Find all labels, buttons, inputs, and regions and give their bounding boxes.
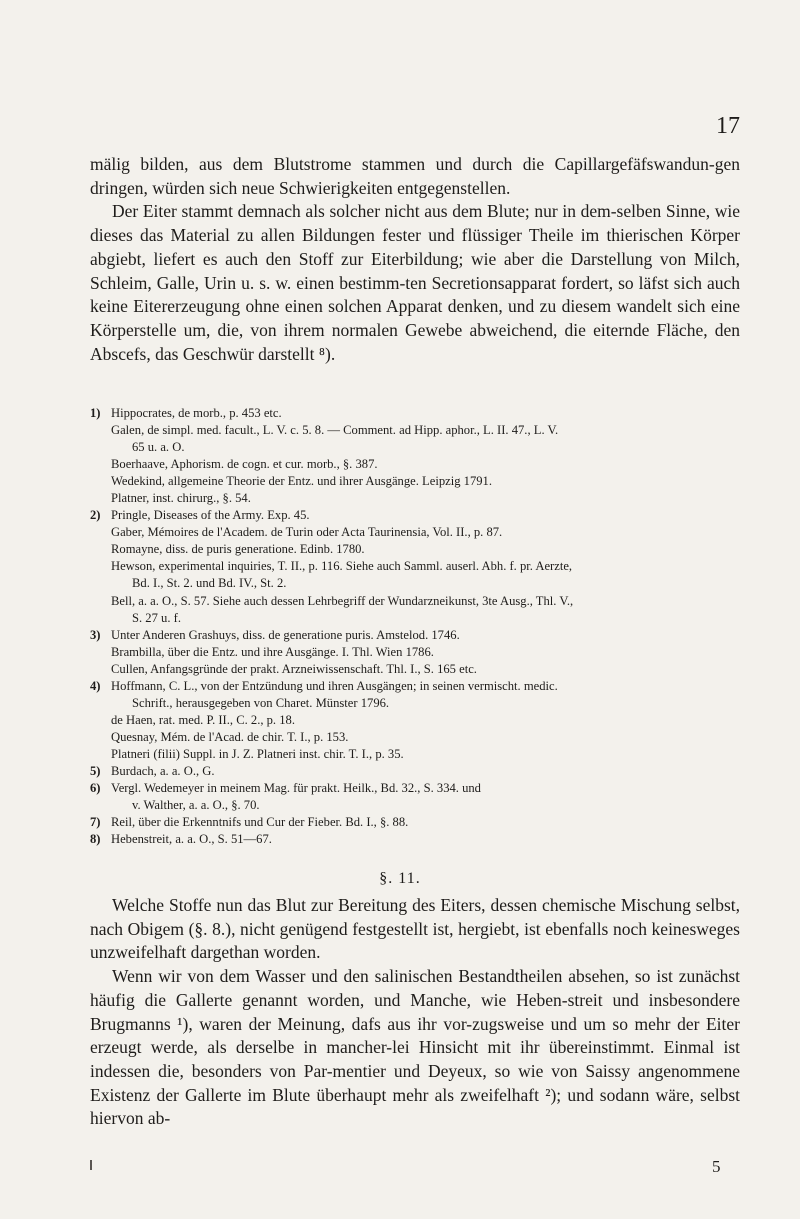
footnote-line: Vergl. Wedemeyer in meinem Mag. für prakt. Heilk., Bd. 32., S. 334. und	[111, 781, 481, 796]
footnote-number: 7)	[90, 815, 101, 830]
footnote-line: Quesnay, Mém. de l'Acad. de chir. T. I., p. 153.	[111, 729, 349, 744]
body-text-top	[90, 153, 740, 366]
footnote	[90, 814, 740, 831]
signature-mark: 5	[712, 1157, 721, 1176]
footnote-line: Hippocrates, de morb., p. 453 etc.	[111, 406, 282, 420]
paragraph: mälig bilden, aus dem Blutstrome stammen und durch die Capillargefäfswandun-gen dringen, würden sich neue Schwierigkeiten entgegenstellen.	[90, 154, 740, 198]
footnote	[90, 405, 740, 507]
footnote	[90, 780, 740, 814]
footnote-line: Bd. I., St. 2. und Bd. IV., St. 2.	[132, 576, 287, 591]
footnote-line: Galen, de simpl. med. facult., L. V. c. 5. 8. — Comment. ad Hipp. aphor., L. II. 47., L. V.	[111, 423, 559, 438]
footnote	[90, 678, 740, 763]
footnote	[90, 627, 740, 678]
footnote-line: v. Walther, a. a. O., §. 70.	[132, 798, 260, 813]
section-heading: §. 11.	[379, 870, 421, 887]
margin-mark	[90, 1160, 92, 1170]
footnote-line: Wedekind, allgemeine Theorie der Entz. und ihrer Ausgänge. Leipzig 1791.	[111, 474, 492, 489]
footnote-line: 65 u. a. O.	[132, 440, 185, 455]
footnote-line: Hewson, experimental inquiries, T. II., p. 116. Siehe auch Samml. auserl. Abh. f. pr. Aerzte,	[111, 559, 573, 574]
footnote-number: 2)	[90, 508, 101, 523]
paragraph: Wenn wir von dem Wasser und den salinischen Bestandtheilen absehen, so ist zunächst häufig die Gallerte genannt worden, und Manche, wie Heben-streit und insbesondere Brugmanns ¹), waren der Meinung, dafs aus ihr vor-zugsweise und um so mehr der Eiter erzeugt werde, als derselbe in mancher-lei Hinsicht mit ihr übereinstimmt. Einmal ist indessen die, besonders von Par-mentier und Deyeux, so wie von Saissy angenommene Existenz der Gallerte im Blute überhaupt mehr als zweifelhaft ²); und sodann wäre, selbst hiervon ab-	[90, 966, 740, 1129]
footnotes	[90, 405, 740, 848]
footnote-number: 5)	[90, 763, 101, 778]
footnote-line: Platneri (filii) Suppl. in J. Z. Platneri inst. chir. T. I., p. 35.	[111, 746, 404, 761]
footnote	[90, 507, 740, 626]
footnote-line: Cullen, Anfangsgründe der prakt. Arzneiwissenschaft. Thl. I., S. 165 etc.	[111, 661, 477, 676]
footnote-line: Bell, a. a. O., S. 57. Siehe auch dessen Lehrbegriff der Wundarzneikunst, 3te Ausg., Thl. V.,	[111, 593, 574, 608]
footnote-line: Reil, über die Erkenntnifs und Cur der Fieber. Bd. I., §. 88.	[111, 815, 409, 830]
footnote-number: 6)	[90, 781, 101, 796]
footnote-line: Unter Anderen Grashuys, diss. de generatione puris. Amstelod. 1746.	[111, 627, 460, 642]
footnote	[90, 831, 740, 848]
paragraph: Welche Stoffe nun das Blut zur Bereitung des Eiters, dessen chemische Mischung selbst, nach Obigem (§. 8.), nicht genügend festgestellt ist, hergiebt, ist ebenfalls noch keinesweges unzweifelhaft dargethan worden.	[90, 895, 740, 963]
paragraph: Der Eiter stammt demnach als solcher nicht aus dem Blute; nur in dem-selben Sinne, wie dieses das Material zu allen Bildungen fester und flüssiger Theile im thierischen Körper abgiebt, liefert es auch den Stoff zur Eiterbildung; wie aber die Darstellung von Milch, Schleim, Galle, Urin u. s. w. einen bestimm-ten Secretionsapparat fordert, so läfst sich auch keine Eitererzeugung ohne einen solchen Apparat denken, und zu diesem wandelt sich eine Körperstelle um, die, von ihrem normalen Gewebe abweichend, die eiternde Fläche, den Abscefs, das Geschwür darstellt ⁸).	[90, 201, 740, 364]
footnote-line: Hoffmann, C. L., von der Entzündung und ihren Ausgängen; in seinen vermischt. medic.	[111, 678, 558, 693]
page-number: 17	[716, 113, 740, 139]
footnote-line: de Haen, rat. med. P. II., C. 2., p. 18.	[111, 712, 295, 727]
footnote-number: 4)	[90, 678, 101, 693]
footnote-line: Brambilla, über die Entz. und ihre Ausgänge. I. Thl. Wien 1786.	[111, 644, 434, 659]
footnote-line: Platner, inst. chirurg., §. 54.	[111, 491, 251, 506]
footnote-line: S. 27 u. f.	[132, 610, 181, 625]
footnote-number: 8)	[90, 832, 101, 847]
footnote-line: Pringle, Diseases of the Army. Exp. 45.	[111, 508, 310, 523]
footnote	[90, 763, 740, 780]
footnote-line: Burdach, a. a. O., G.	[111, 763, 215, 778]
footnote-line: Boerhaave, Aphorism. de cogn. et cur. morb., §. 387.	[111, 457, 378, 472]
footnote-line: Schrift., herausgegeben von Charet. Münster 1796.	[132, 695, 390, 710]
footnote-line: Romayne, diss. de puris generatione. Edinb. 1780.	[111, 542, 365, 557]
footnote-number: 3)	[90, 627, 101, 642]
footnote-line: Gaber, Mémoires de l'Academ. de Turin oder Acta Taurinensia, Vol. II., p. 87.	[111, 525, 503, 540]
footnote-line: Hebenstreit, a. a. O., S. 51—67.	[111, 832, 272, 847]
body-text-bottom	[90, 894, 740, 1131]
footnote-number: 1)	[90, 406, 101, 420]
